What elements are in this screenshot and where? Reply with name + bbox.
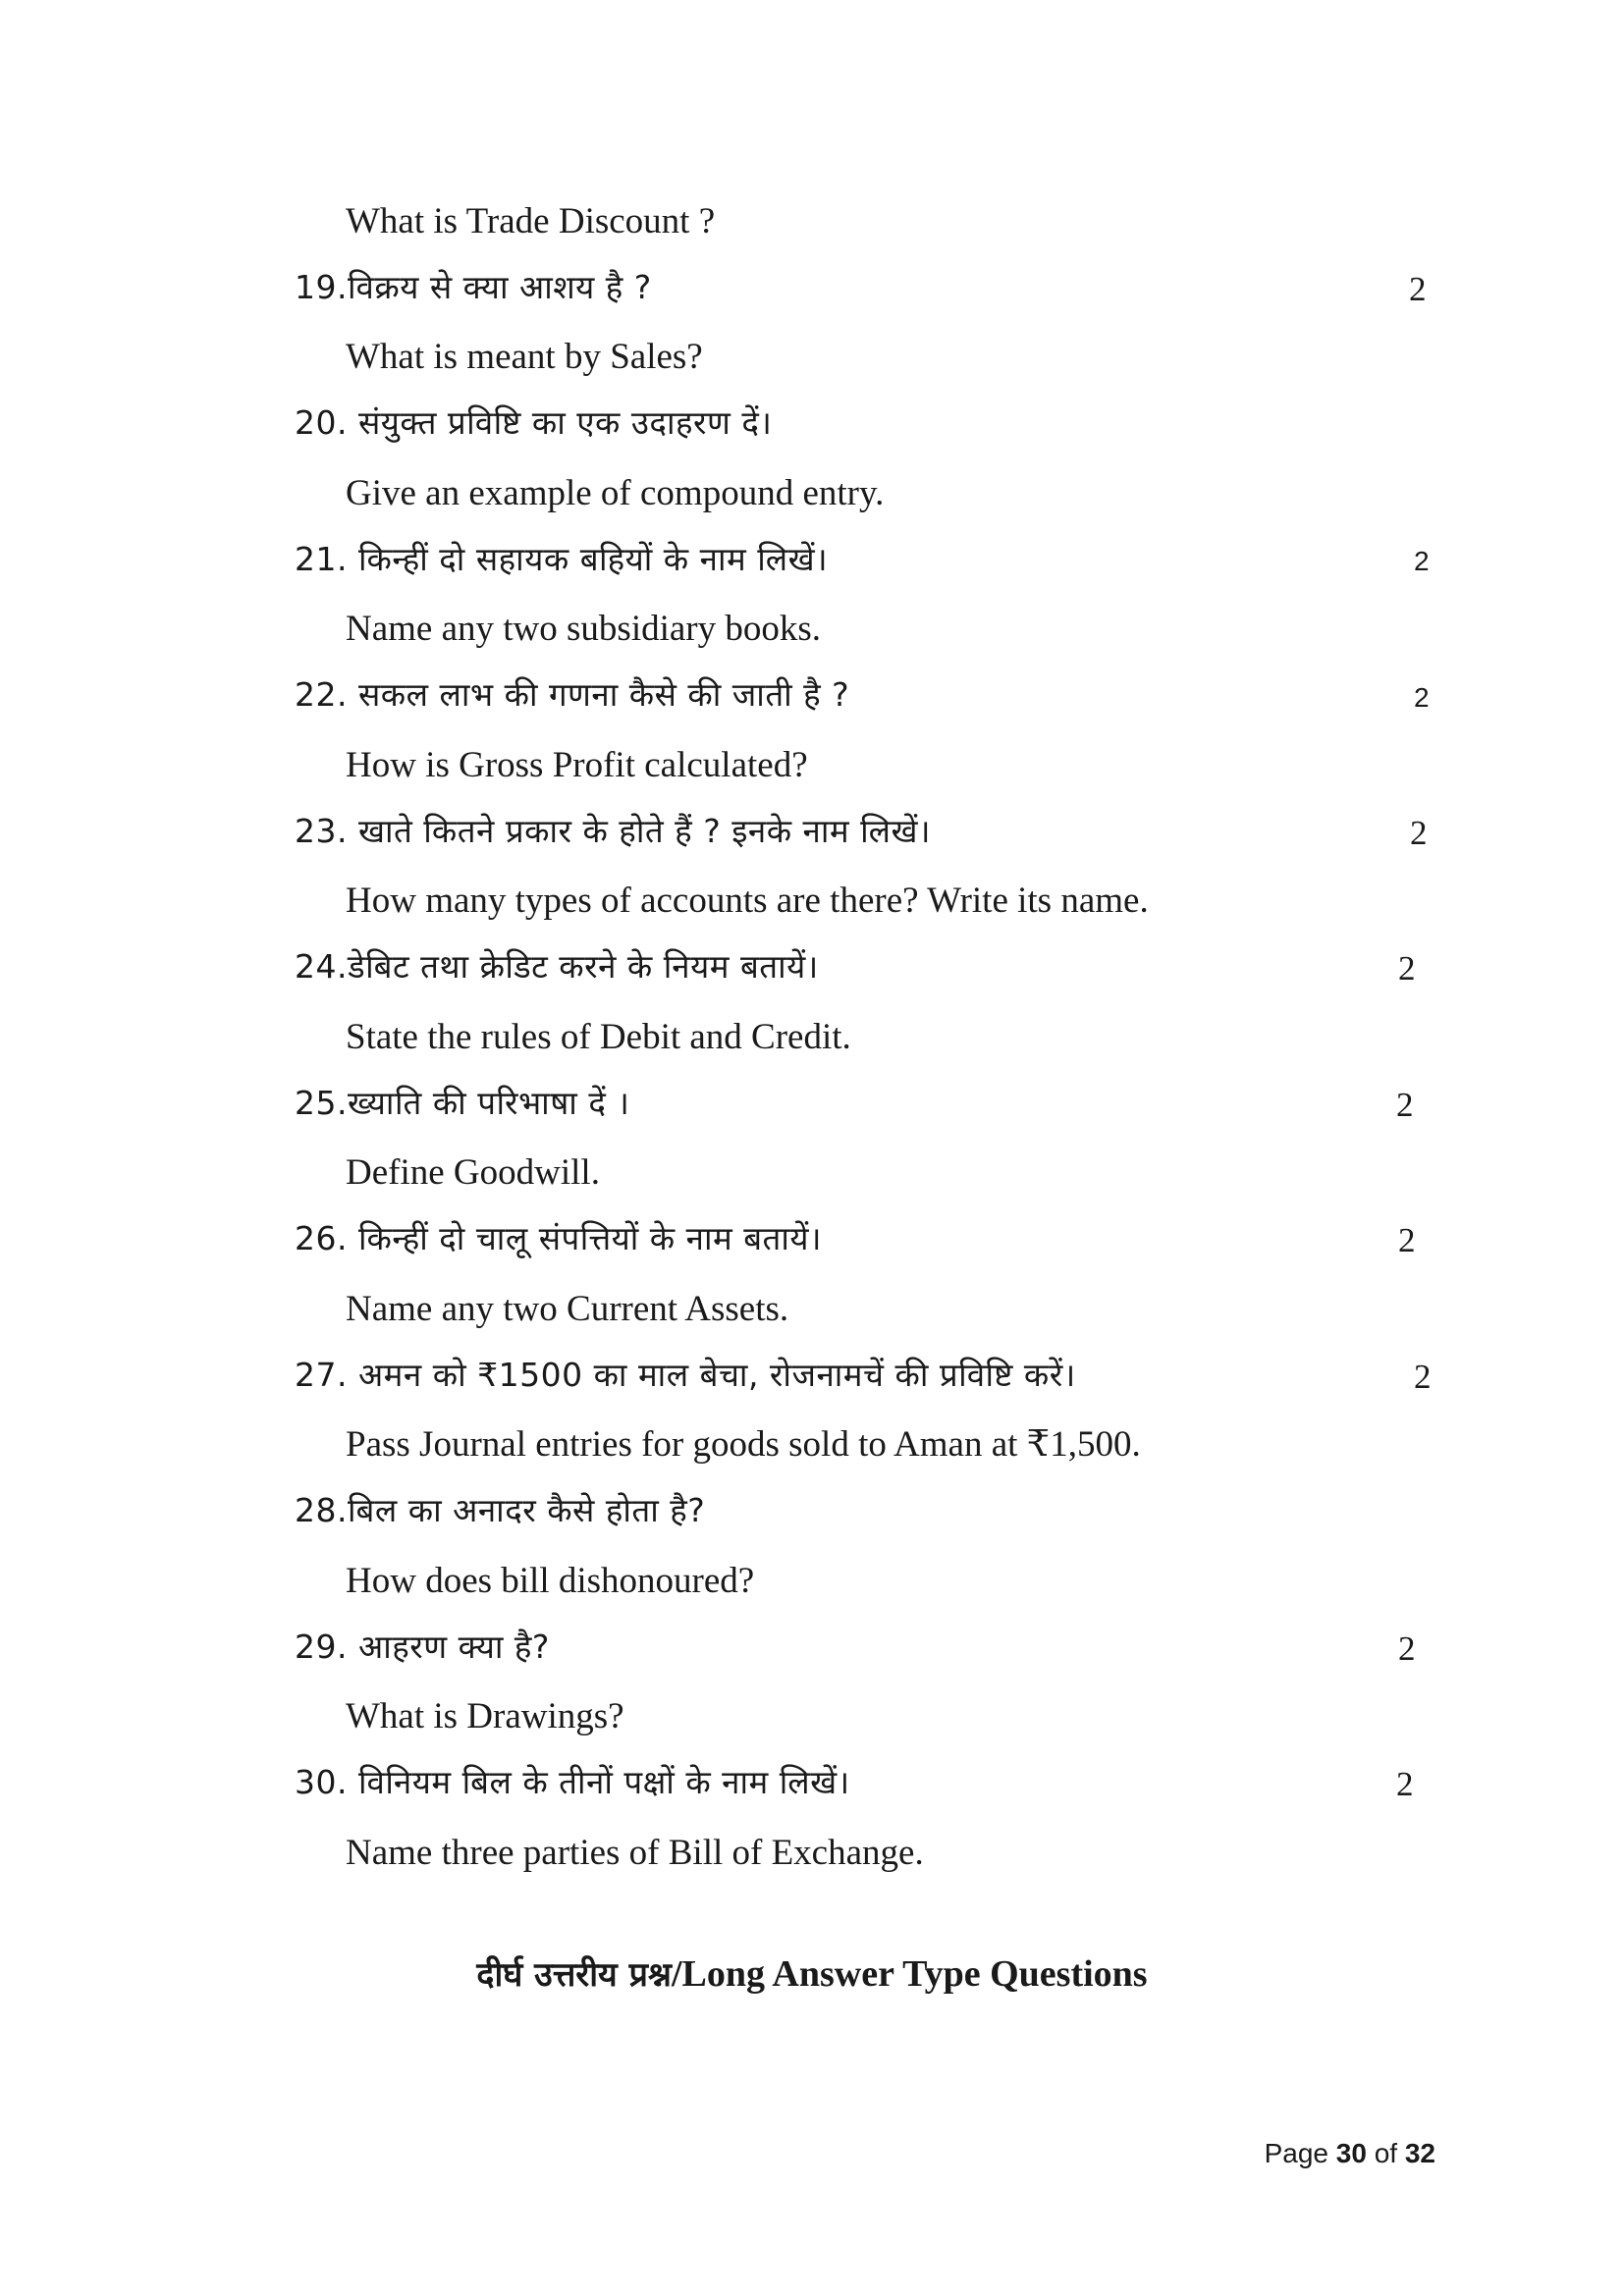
question-25-marks: 2	[1396, 1086, 1414, 1124]
question-21-marks: 2	[1414, 546, 1430, 576]
question-20-english: Give an example of compound entry.	[346, 473, 885, 513]
question-26-marks: 2	[1398, 1221, 1416, 1259]
question-29-english: What is Drawings?	[346, 1696, 624, 1736]
question-28-hindi: 28.बिल का अनादर कैसे होता है?	[295, 1491, 706, 1529]
question-20-hindi: 20. संयुक्त प्रविष्टि का एक उदाहरण दें।	[295, 403, 773, 442]
question-21-hindi: 21. किन्हीं दो सहायक बहियों के नाम लिखें।	[295, 540, 829, 578]
question-23-english: How many types of accounts are there? Write its name.	[346, 881, 1149, 921]
question-25-hindi: 25.ख्याति की परिभाषा दें ।	[295, 1084, 630, 1122]
question-24-hindi: 24.डेबिट तथा क्रेडिट करने के नियम बतायें।	[295, 947, 819, 986]
question-22-english: How is Gross Profit calculated?	[346, 745, 808, 785]
question-28-english: How does bill dishonoured?	[346, 1561, 755, 1601]
question-29-marks: 2	[1398, 1629, 1416, 1668]
question-23-marks: 2	[1410, 814, 1428, 852]
total-pages-number: 32	[1404, 2138, 1435, 2168]
question-18-english: What is Trade Discount ?	[346, 201, 716, 241]
question-30-marks: 2	[1396, 1765, 1414, 1803]
question-22-marks: 2	[1414, 682, 1430, 713]
page-number-footer	[1265, 2138, 1435, 2169]
of-word: of	[1374, 2138, 1398, 2168]
question-19-hindi: 19.विक्रय से क्या आशय है ?	[295, 268, 652, 306]
current-page-number: 30	[1335, 2138, 1367, 2168]
section-heading-english: /Long Answer Type Questions	[671, 1953, 1148, 1995]
section-heading	[0, 1950, 1624, 1996]
question-26-hindi: 26. किन्हीं दो चालू संपत्तियों के नाम बतायें।	[295, 1219, 823, 1257]
page-word: Page	[1264, 2138, 1328, 2168]
question-27-hindi: 27. अमन को ₹1500 का माल बेचा, रोजनामचें की प्रविष्टि करें।	[295, 1356, 1076, 1394]
question-27-marks: 2	[1414, 1358, 1432, 1396]
question-19-marks: 2	[1409, 270, 1427, 308]
question-29-hindi: 29. आहरण क्या है?	[295, 1628, 550, 1666]
question-30-hindi: 30. विनियम बिल के तीनों पक्षों के नाम लिखें।	[295, 1763, 850, 1801]
question-26-english: Name any two Current Assets.	[346, 1289, 789, 1329]
question-24-english: State the rules of Debit and Credit.	[346, 1017, 851, 1057]
section-heading-hindi: दीर्घ उत्तरीय प्रश्न	[476, 1955, 672, 1995]
question-23-hindi: 23. खाते कितने प्रकार के होते हैं ? इनके नाम लिखें।	[295, 812, 932, 850]
question-21-english: Name any two subsidiary books.	[346, 609, 822, 649]
question-27-english: Pass Journal entries for goods sold to Aman at ₹1,500.	[346, 1424, 1141, 1465]
question-25-english: Define Goodwill.	[346, 1152, 600, 1193]
question-30-english: Name three parties of Bill of Exchange.	[346, 1833, 924, 1873]
question-24-marks: 2	[1398, 949, 1416, 988]
question-22-hindi: 22. सकल लाभ की गणना कैसे की जाती है ?	[295, 675, 850, 714]
question-19-english: What is meant by Sales?	[346, 337, 703, 377]
